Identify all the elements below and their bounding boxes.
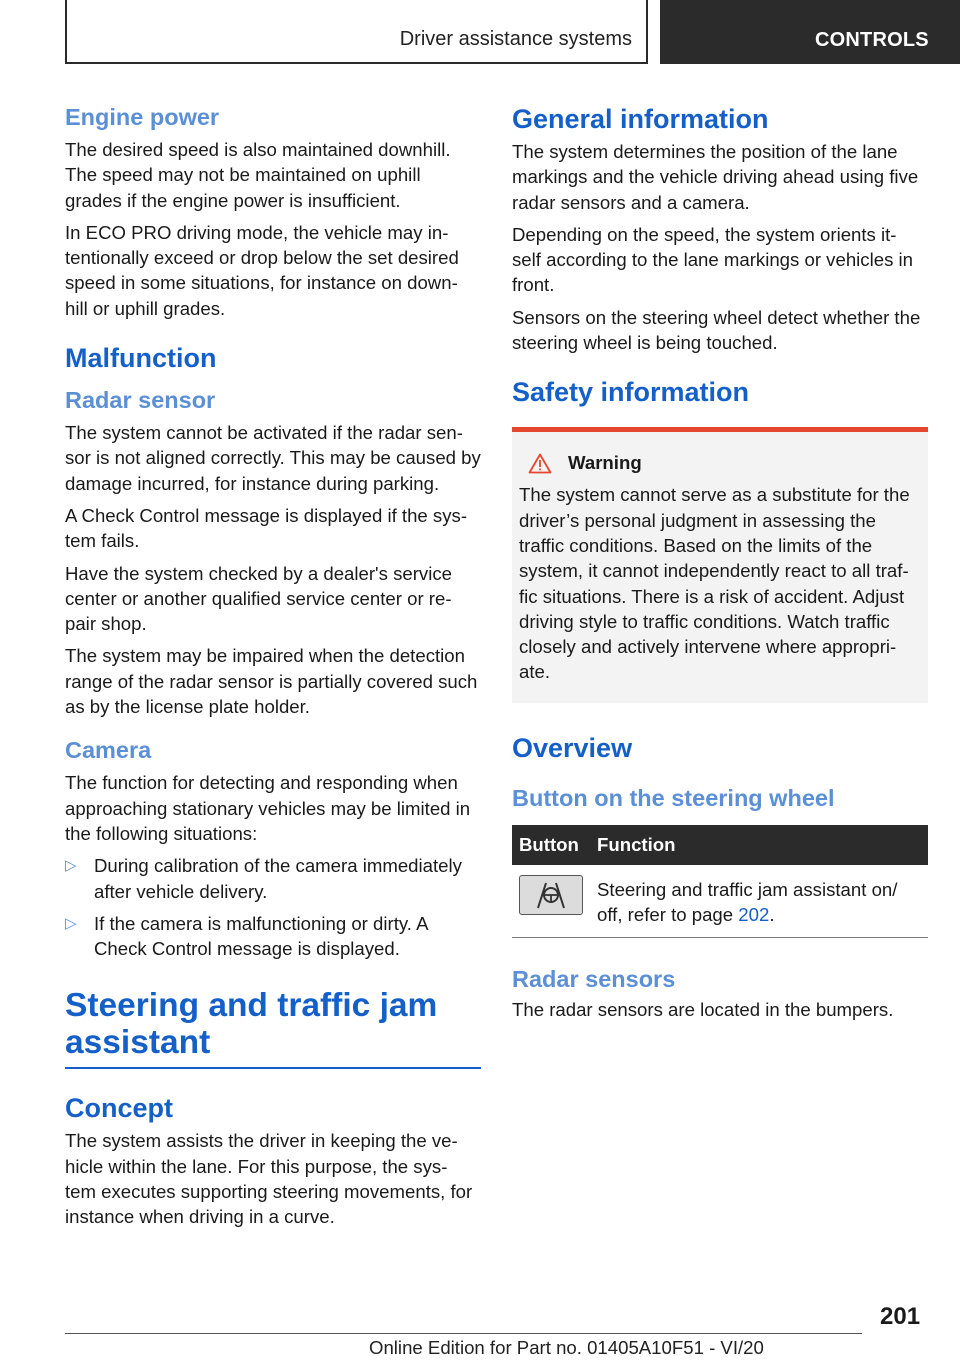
- header-chapter-title: CONTROLS: [815, 29, 929, 51]
- general-information-heading: General information: [512, 104, 769, 134]
- radar-sensors-paragraph-1: The radar sensors are located in the bumpers.: [512, 999, 894, 1021]
- concept-heading: Concept: [65, 1093, 173, 1124]
- radar-sensor-paragraph-2: A Check Control message is displayed if the sys- tem fails.: [65, 504, 468, 552]
- engine-power-heading: Engine power: [65, 104, 220, 130]
- concept-paragraph-1: The system assists the driver in keeping the ve- hicle within the lane. For this purpose, the sys- tem executes supporting steering movements, for instance when driving in a curve.: [65, 1130, 473, 1228]
- radar-sensors-heading: Radar sensors: [512, 966, 676, 993]
- camera-paragraph-1: The function for detecting and responding when approaching stationary vehicles may be limited in the following situations:: [65, 772, 471, 844]
- list-item: ▷ During calibration of the camera immediately after vehicle delivery.: [65, 855, 462, 902]
- table-row: [512, 865, 928, 938]
- general-paragraph-2: Depending on the speed, the system orients it- self according to the lane markings or vehicles in front.: [512, 223, 914, 296]
- radar-sensor-heading: Radar sensor: [65, 387, 216, 414]
- function-cell: Steering and traffic jam assistant on/ off, refer to page 202.: [590, 865, 928, 938]
- left-column: [65, 102, 481, 1237]
- steering-assistant-title: Steering and traffic jam assistant: [65, 987, 438, 1062]
- header-section-box: [65, 0, 648, 64]
- title-divider: [65, 1067, 481, 1069]
- triangle-bullet-icon: ▷: [65, 914, 77, 932]
- safety-information-heading: Safety information: [512, 377, 750, 408]
- engine-power-paragraph-1: The desired speed is also maintained downhill. The speed may not be maintained on uphill grades if the engine power is insufficient.: [65, 139, 451, 211]
- button-function-table: [512, 825, 928, 939]
- radar-sensor-paragraph-1: The system cannot be activated if the radar sen- sor is not aligned correctly. This may be caused by damage incurred, for instance during parking.: [65, 422, 481, 494]
- table-header-row: [512, 825, 928, 865]
- warning-triangle-icon: [528, 453, 552, 474]
- camera-heading: Camera: [65, 737, 152, 764]
- warning-box: [512, 427, 928, 702]
- steering-assistant-button-icon: [519, 875, 583, 915]
- malfunction-heading: Malfunction: [65, 343, 217, 374]
- warning-header: [519, 452, 921, 474]
- radar-sensor-paragraph-4: The system may be impaired when the detection range of the radar sensor is partially covered such as by the license plate holder.: [65, 645, 478, 718]
- overview-heading: Overview: [512, 732, 633, 763]
- button-on-steering-wheel-heading: Button on the steering wheel: [512, 784, 835, 811]
- column-header-function: Function: [590, 825, 928, 865]
- button-cell: [512, 865, 590, 938]
- header-section-title: Driver assistance systems: [399, 28, 632, 50]
- general-paragraph-1: The system determines the position of the lane markings and the vehicle driving ahead using five radar sensors and a camera.: [512, 141, 919, 213]
- warning-label: Warning: [568, 452, 642, 474]
- general-paragraph-3: Sensors on the steering wheel detect whether the steering wheel is being touched.: [512, 306, 921, 354]
- engine-power-paragraph-2: In ECO PRO driving mode, the vehicle may in- tentionally exceed or drop below the set desired speed in some situations, for instance on down- hill or uphill grades.: [65, 221, 459, 319]
- column-header-button: Button: [512, 825, 590, 865]
- camera-bullet-list: [65, 853, 481, 961]
- footer-divider: [65, 1333, 862, 1334]
- page-reference-link[interactable]: 202: [738, 904, 770, 926]
- right-column: [512, 102, 928, 1030]
- warning-text: The system cannot serve as a substitute for the driver’s personal judgment in assessing the traffic conditions. Based on the limits of the system, it cannot independently react to all traf- fic situations. There is a risk of accident. Adjust driving style to traffic conditions. Watch traffic closely and actively intervene where appropri- ate.: [519, 484, 910, 683]
- footer-edition: Online Edition for Part no. 01405A10F51 - VI/20: [369, 1337, 764, 1358]
- list-item: ▷ If the camera is malfunctioning or dirty. A Check Control message is displayed.: [65, 912, 428, 960]
- header-chapter-box: [660, 0, 960, 64]
- triangle-bullet-icon: ▷: [65, 857, 77, 875]
- radar-sensor-paragraph-3: Have the system checked by a dealer's service center or another qualified service center or re- pair shop.: [65, 562, 452, 635]
- page-number: 201: [880, 1303, 921, 1330]
